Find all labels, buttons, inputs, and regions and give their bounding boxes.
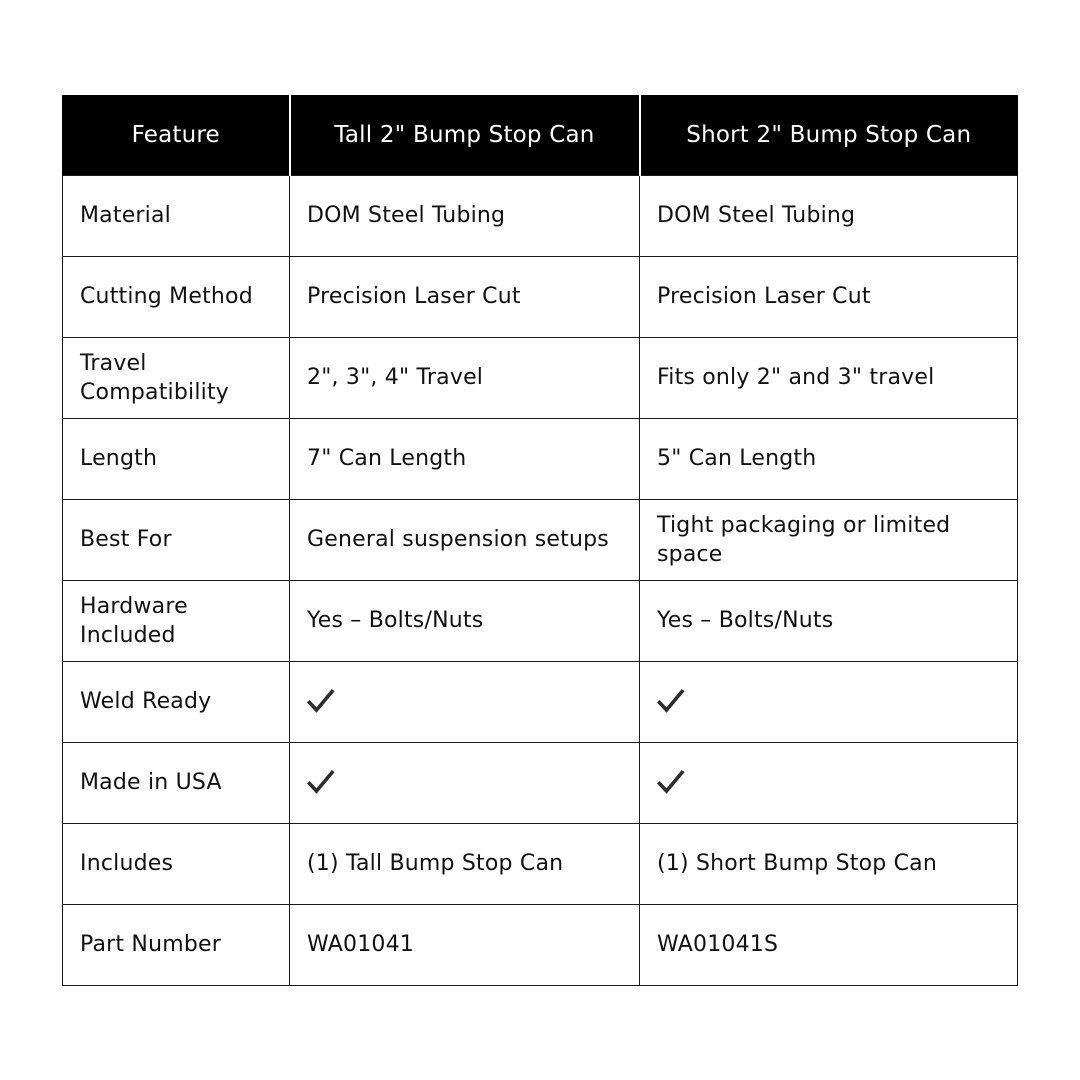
feature-cell: Material: [63, 175, 290, 256]
table-row-material: [63, 175, 1018, 256]
short-cell: Tight packaging or limited space: [640, 499, 1018, 580]
header-feature: Feature: [63, 95, 290, 175]
header-row: [63, 95, 1018, 175]
feature-cell: Best For: [63, 499, 290, 580]
tall-cell: 7" Can Length: [290, 418, 640, 499]
feature-cell: Travel Compatibility: [63, 337, 290, 418]
short-cell: Fits only 2" and 3" travel: [640, 337, 1018, 418]
table-row-includes: [63, 823, 1018, 904]
short-cell: Yes – Bolts/Nuts: [640, 580, 1018, 661]
table-row-travel-compatibility: [63, 337, 1018, 418]
table-row-weld-ready: [63, 661, 1018, 742]
table-row-length: [63, 418, 1018, 499]
tall-cell: Yes – Bolts/Nuts: [290, 580, 640, 661]
comparison-table: [62, 95, 1018, 986]
tall-cell: (1) Tall Bump Stop Can: [290, 823, 640, 904]
short-cell: [640, 661, 1018, 742]
check-icon: [657, 688, 685, 716]
short-cell: (1) Short Bump Stop Can: [640, 823, 1018, 904]
tall-cell: [290, 661, 640, 742]
header-tall-can: Tall 2" Bump Stop Can: [290, 95, 640, 175]
feature-cell: Includes: [63, 823, 290, 904]
comparison-table-container: [62, 95, 1017, 986]
feature-cell: Weld Ready: [63, 661, 290, 742]
check-icon: [307, 688, 335, 716]
tall-cell: General suspension setups: [290, 499, 640, 580]
tall-cell: [290, 742, 640, 823]
feature-cell: Cutting Method: [63, 256, 290, 337]
short-cell: 5" Can Length: [640, 418, 1018, 499]
feature-cell: Made in USA: [63, 742, 290, 823]
check-icon: [307, 769, 335, 797]
tall-cell: WA01041: [290, 904, 640, 985]
short-cell: [640, 742, 1018, 823]
short-cell: WA01041S: [640, 904, 1018, 985]
table-row-cutting-method: [63, 256, 1018, 337]
header-short-can: Short 2" Bump Stop Can: [640, 95, 1018, 175]
tall-cell: 2", 3", 4" Travel: [290, 337, 640, 418]
table-row-hardware-included: [63, 580, 1018, 661]
check-icon: [657, 769, 685, 797]
tall-cell: DOM Steel Tubing: [290, 175, 640, 256]
feature-cell: Part Number: [63, 904, 290, 985]
table-row-part-number: [63, 904, 1018, 985]
feature-cell: Hardware Included: [63, 580, 290, 661]
short-cell: DOM Steel Tubing: [640, 175, 1018, 256]
tall-cell: Precision Laser Cut: [290, 256, 640, 337]
feature-cell: Length: [63, 418, 290, 499]
short-cell: Precision Laser Cut: [640, 256, 1018, 337]
table-row-made-in-usa: [63, 742, 1018, 823]
table-row-best-for: [63, 499, 1018, 580]
